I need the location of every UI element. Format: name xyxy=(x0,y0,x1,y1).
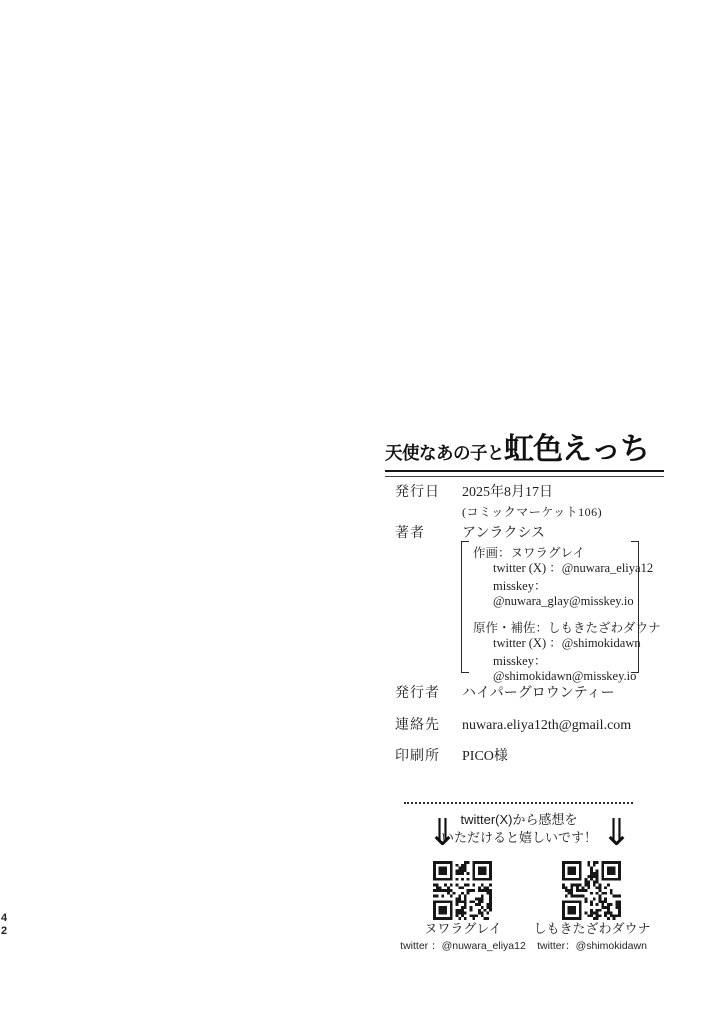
row-label: 印刷所 xyxy=(395,749,440,764)
row-value: nuwara.eliya12th@gmail.com xyxy=(462,718,632,733)
qr-code xyxy=(562,861,621,920)
feedback-message-line1: twitter(X)から感想を xyxy=(460,812,578,827)
row-publisher xyxy=(395,686,615,702)
row-contact xyxy=(395,718,631,734)
row-label: 発行者 xyxy=(395,686,440,701)
book-title xyxy=(385,424,664,468)
row-label: 連絡先 xyxy=(395,718,440,733)
original-twitter: twitter (X) ：@shimokidawn xyxy=(493,635,641,650)
qr-original-handle: twitter：@shimokidawn xyxy=(537,940,647,952)
original-misskey-label: misskey： xyxy=(493,654,547,668)
book-title-main: 虹色えっち xyxy=(504,433,649,466)
page-number-digit: 4 xyxy=(1,912,8,924)
row-printer xyxy=(395,749,508,765)
row-value: アンラクシス xyxy=(462,526,546,541)
row-value: PICO様 xyxy=(462,749,508,764)
artist-misskey-handle: @nuwara_glay@misskey.io xyxy=(493,593,634,608)
credits-content xyxy=(473,546,661,683)
qr-original-name: しもきたざわダウナ xyxy=(533,921,651,936)
double-down-arrow-icon: ⇓ xyxy=(427,811,459,854)
qr-artist-handle: twitter ：@nuwara_eliya12 xyxy=(400,940,526,952)
row-label: 発行日 xyxy=(395,485,440,500)
qr-artist-name: ヌワラグレイ xyxy=(424,921,502,936)
title-double-rule xyxy=(385,470,664,477)
bracket-left xyxy=(461,541,469,673)
row-author xyxy=(395,526,545,542)
row-subvalue: (コミックマーケット106) xyxy=(462,505,603,519)
page-number xyxy=(1,912,7,938)
feedback-message-line2: いただけると嬉しいです！ xyxy=(440,829,597,845)
double-down-arrow-icon: ⇓ xyxy=(601,811,633,854)
row-value: 2025年8月17日 xyxy=(462,485,553,500)
book-title-prefix: 天使なあの子と xyxy=(385,443,504,463)
artist-twitter: twitter (X) ：@nuwara_eliya12 xyxy=(493,560,654,575)
page-number-digit: 2 xyxy=(1,925,8,937)
row-label: 著者 xyxy=(395,526,425,541)
artist-role: 作画：ヌワラグレイ xyxy=(473,546,585,560)
qr-caption-left xyxy=(397,921,529,952)
artist-misskey-label: misskey： xyxy=(493,579,547,593)
credits-bracket-block xyxy=(461,541,661,683)
original-misskey-handle: @shimokidawn@misskey.io xyxy=(493,668,637,683)
row-value: ハイパーグロウンティー xyxy=(462,686,615,701)
row-publication-date xyxy=(395,485,602,520)
dotted-divider xyxy=(404,802,633,804)
qr-caption-right xyxy=(526,921,658,952)
book-title-block xyxy=(385,424,664,477)
qr-code xyxy=(433,861,492,920)
original-role: 原作・補佐：しもきたざわダウナ xyxy=(473,621,661,635)
